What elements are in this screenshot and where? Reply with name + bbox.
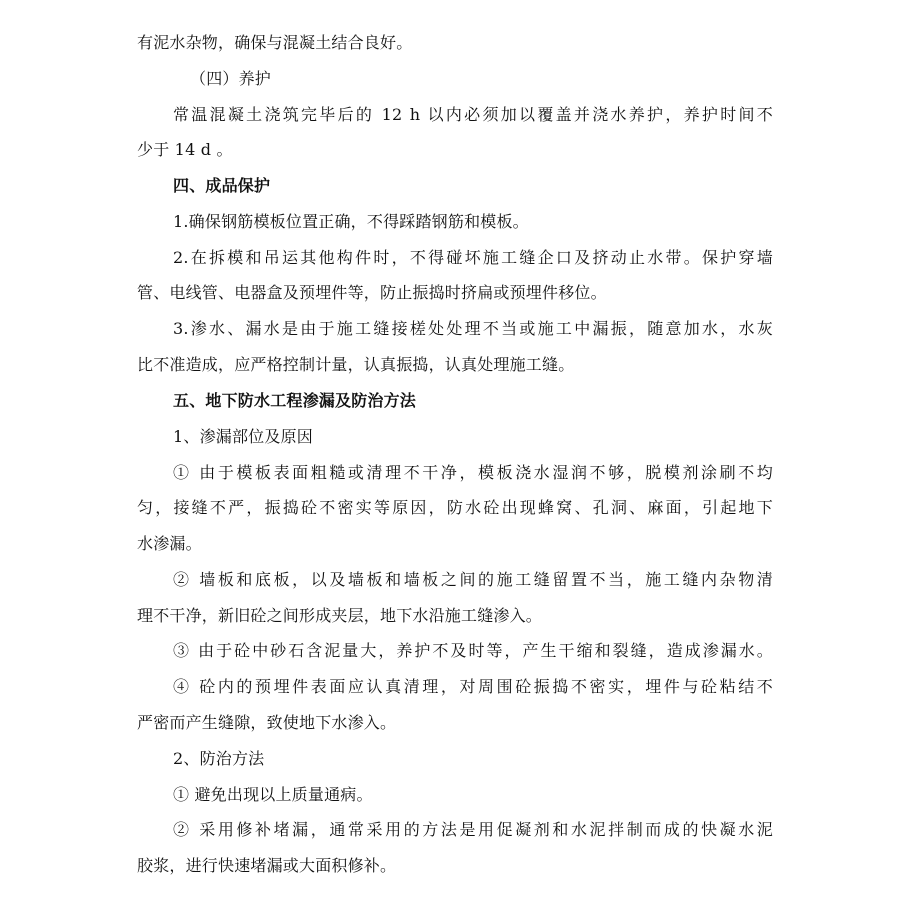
section-heading: （四）养护: [190, 69, 272, 88]
text-line: 水渗漏。: [137, 534, 202, 553]
text-line: 管、电线管、电器盒及预埋件等，防止振捣时挤扁或预埋件移位。: [137, 283, 607, 302]
text-line: 匀，接缝不严，振捣砼不密实等原因，防水砼出现蜂窝、孔洞、麻面，引起地下: [137, 498, 773, 517]
text-line: 少于 14 d 。: [137, 140, 233, 159]
text-line: 2.在拆模和吊运其他构件时，不得碰坏施工缝企口及挤动止水带。保护穿墙: [173, 248, 773, 267]
list-item: ③ 由于砼中砂石含泥量大，养护不及时等，产生干缩和裂缝，造成渗漏水。: [173, 641, 773, 660]
text-line: 比不准造成，应严格控制计量，认真振捣，认真处理施工缝。: [137, 355, 575, 374]
list-item: ② 采用修补堵漏，通常采用的方法是用促凝剂和水泥拌制而成的快凝水泥: [173, 820, 773, 839]
text-line: 1.确保钢筋模板位置正确，不得踩踏钢筋和模板。: [173, 212, 529, 231]
subsection-heading: 2、防治方法: [173, 749, 265, 768]
list-item: ① 避免出现以上质量通病。: [173, 785, 373, 804]
text-line: 有泥水杂物，确保与混凝土结合良好。: [137, 33, 413, 52]
text-line: 3.渗水、漏水是由于施工缝接槎处处理不当或施工中漏振，随意加水，水灰: [173, 319, 773, 338]
text-line: 理不干净，新旧砼之间形成夹层，地下水沿施工缝渗入。: [137, 606, 543, 625]
text-line: 胶浆，进行快速堵漏或大面积修补。: [137, 856, 397, 875]
list-item: ② 墙板和底板，以及墙板和墙板之间的施工缝留置不当，施工缝内杂物清: [173, 570, 773, 589]
text-line: 严密而产生缝隙，致使地下水渗入。: [137, 713, 397, 732]
list-item: ④ 砼内的预埋件表面应认真清理，对周围砼振捣不密实，埋件与砼粘结不: [173, 677, 773, 696]
list-item: ① 由于模板表面粗糙或清理不干净，模板浇水湿润不够，脱模剂涂刷不均: [173, 463, 773, 482]
text-line: 常温混凝土浇筑完毕后的 12 h 以内必须加以覆盖并浇水养护，养护时间不: [173, 105, 773, 124]
subsection-heading: 1、渗漏部位及原因: [173, 427, 313, 446]
section-heading: 四、成品保护: [173, 176, 271, 195]
section-heading: 五、地下防水工程渗漏及防治方法: [173, 391, 417, 410]
